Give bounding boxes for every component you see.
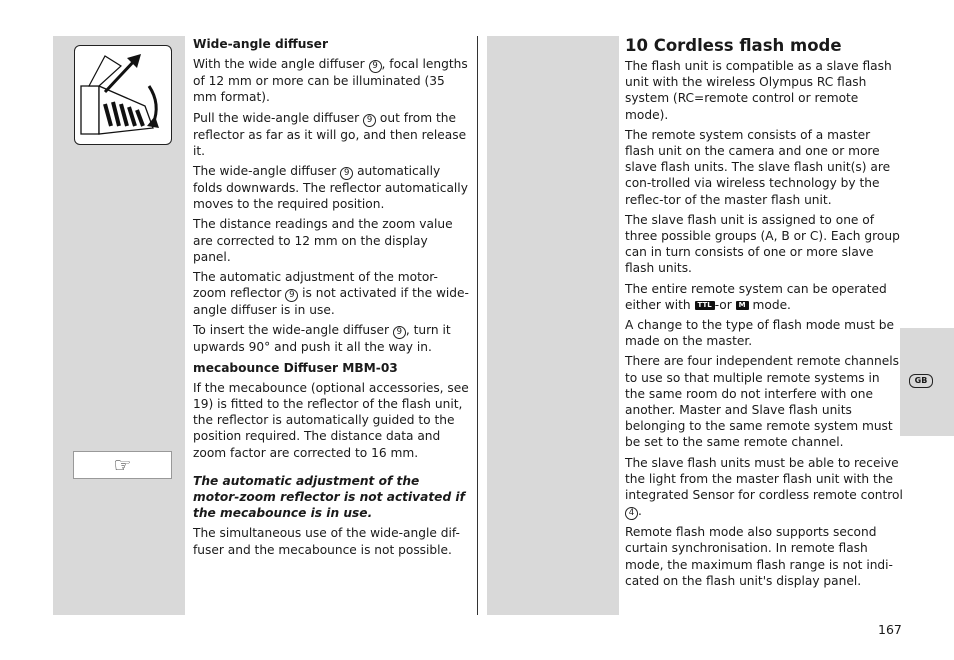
ref-number: 9 xyxy=(340,167,353,180)
ref-number: 4 xyxy=(625,507,638,520)
paragraph: A change to the type of flash mode must be made on the master. xyxy=(625,318,895,349)
paragraph: The remote system consists of a master flash unit on the camera and one or more slave flash units. The slave flash unit(s) are con-trolled via wireless technology by the reflec-tor of the master flash unit. xyxy=(625,127,891,207)
heading-mecabounce: mecabounce Diffuser MBM-03 xyxy=(193,360,398,375)
left-text-column xyxy=(193,36,469,562)
right-text-column xyxy=(625,36,903,593)
ref-number: 9 xyxy=(369,60,382,73)
paragraph: The flash unit is compatible as a slave flash unit with the wireless Olympus RC flash system (RC=remote control or remote mode). xyxy=(625,59,892,122)
ttl-mode-icon: TTL xyxy=(695,301,715,310)
wide-angle-diffuser-illustration xyxy=(74,45,172,145)
ref-number: 9 xyxy=(393,326,406,339)
language-tab-label: GB xyxy=(909,374,933,388)
ref-number: 9 xyxy=(363,114,376,127)
paragraph: The simultaneous use of the wide-angle dif-fuser and the mecabounce is not possible. xyxy=(193,526,460,557)
paragraph: The entire remote system can be operated either with TTL -or M mode. xyxy=(625,281,887,312)
paragraph: There are four independent remote channels to use so that multiple remote systems in the same room do not interfere with one another. Master and Slave flash units belonging to the same remote system must be set to the same remote channel. xyxy=(625,354,899,450)
paragraph: If the mecabounce (optional accessories, see 19) is fitted to the reflector of the flash unit, the reflector is automatically guided to the position required. The distance data and zoom factor are corrected to 16 mm. xyxy=(193,380,469,460)
ref-number: 9 xyxy=(285,289,298,302)
paragraph: With the wide angle diffuser 9 , focal lengths of 12 mm or more can be illuminated (35 mm format). xyxy=(193,57,468,105)
paragraph: Remote flash mode also supports second curtain synchronisation. In remote flash mode, the maximum flash range is not indi-cated on the flash unit's display panel. xyxy=(625,525,893,588)
right-margin-band xyxy=(487,36,619,615)
column-divider xyxy=(477,36,478,615)
heading-wide-angle-diffuser: Wide-angle diffuser xyxy=(193,37,328,51)
paragraph: The wide-angle diffuser 9 automatically folds downwards. The reflector automatically moves to the required position. xyxy=(193,164,468,212)
paragraph: The distance readings and the zoom value are corrected to 12 mm on the display panel. xyxy=(193,217,453,264)
note-hand-icon: ☞ xyxy=(73,451,172,479)
section-title: 10 Cordless flash mode xyxy=(625,36,842,55)
m-mode-icon: M xyxy=(736,301,749,310)
paragraph: Pull the wide-angle diffuser 9 out from the reflector as far as it will go, and then release it. xyxy=(193,110,467,158)
paragraph: The automatic adjustment of the motor-zoom reflector 9 is not activated if the wide-angle diffuser is in use. xyxy=(193,270,469,318)
page-number: 167 xyxy=(878,622,902,637)
paragraph: The slave flash unit is assigned to one of three possible groups (A, B or C). Each group can in turn consists of one or more slave flash units. xyxy=(625,212,900,276)
note-paragraph: The automatic adjustment of the motor-zoom reflector is not activated if the mecabounce is in use. xyxy=(193,473,465,521)
paragraph: To insert the wide-angle diffuser 9 , turn it upwards 90° and push it all the way in. xyxy=(193,323,451,355)
paragraph: The slave flash units must be able to receive the light from the master flash unit with the integrated Sensor for cordless remote control 4 . xyxy=(625,455,903,519)
